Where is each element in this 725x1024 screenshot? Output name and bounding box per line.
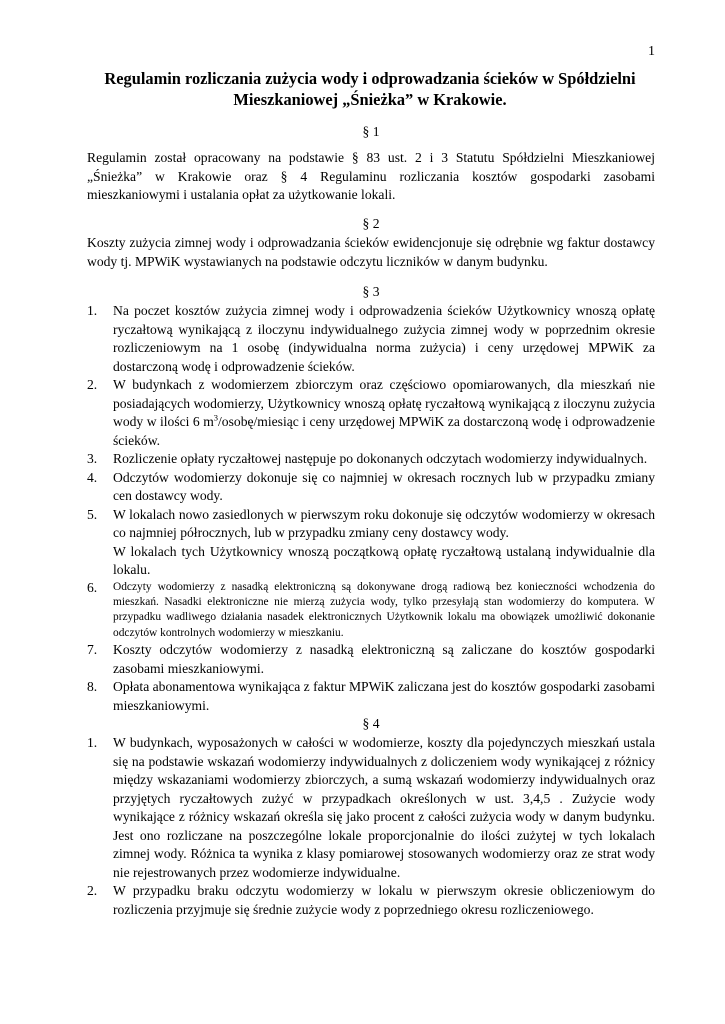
section-3-heading: § 3 (362, 284, 380, 299)
list-item-text: Rozliczenie opłaty ryczałtowej następuje po dokonanych odczytach wodomierzy indywidualnych. (113, 451, 648, 466)
list-item-text: Odczyty wodomierzy z nasadką elektroniczną są dokonywane drogą radiową bez konieczności wchodzenia do mieszkań. Nasadki elektroniczne nie mierzą zużycia wody, tylko przesyłają stan wodomierzy do komputera. W przypadku wadliwego działania nasadek elektronicznych Użytkownik lokalu ma obowiązek umożliwić dokonanie odczytów kontrolnych wodomierzy w mieszkaniu. (113, 580, 655, 639)
list-item-number: 7. (87, 642, 98, 658)
section-4-heading: § 4 (362, 716, 380, 731)
list-item-text: Opłata abonamentowa wynikająca z faktur MPWiK zaliczana jest do kosztów gospodarki zasobami mieszkaniowymi. (113, 679, 655, 713)
list-item-number: 4. (87, 469, 98, 485)
section-2-text: Koszty zużycia zimnej wody i odprowadzania ścieków ewidencjonuje się odrębnie wg faktur dostawcy wody tj. MPWiK wystawianych na podstawie odczytu liczników w danym budynku. (87, 235, 655, 269)
list-item-number: 2. (87, 883, 98, 898)
list-item-number: 1. (87, 735, 98, 750)
list-item-continuation: W lokalach tych Użytkownicy wnoszą początkową opłatę ryczałtową ustalaną indywidualnie dla lokalu. (113, 543, 655, 577)
list-item-text: W budynkach, wyposażonych w całości w wodomierze, koszty dla pojedynczych mieszkań ustala się na podstawie wskazań wodomierzy indywidualnych z doliczeniem wody wynikającej z różnicy między wskazaniami wodomierzy zbiorczych, a sumą wskazań wodomierzy indywidualnych oraz przyjętych ryczałtowych zużyć w przypadkach określonych w ust. 3,4,5 . Zużycie wody wynikające z różnicy wskazań określa się jako procent z całości zużycia wody w danym budynku. Jest ono rozliczane na poszczególne lokale proporcjonalnie do ilości zużytej w tych lokalach zimnej wody. Różnica ta wynika z klasy pomiarowej stosowanych wodomierzy oraz ze strat wody nie rejestrowanych przez wodomierze indywidualne. (113, 735, 655, 880)
list-item-text: W przypadku braku odczytu wodomierzy w lokalu w pierwszym okresie obliczeniowym do rozliczenia przyjmuje się średnie zużycie wody z poprzedniego okresu rozliczeniowego. (113, 883, 655, 917)
list-item-number: 3. (87, 451, 98, 466)
section-3-list (87, 302, 655, 715)
list-item (87, 506, 655, 580)
superscript: 3 (213, 412, 219, 423)
list-item-number: 1. (87, 303, 98, 318)
list-item-text: W budynkach z wodomierzem zbiorczym oraz częściowo opomiarowanych, dla mieszkań nie posiadających wodomierzy, Użytkownicy wnoszą opłatę ryczałtową wynikającą z iloczynu zużycia wody w ilości 6 m (113, 377, 655, 429)
section-4-list (87, 734, 655, 919)
section-2-heading: § 2 (362, 216, 380, 231)
page-number: 1 (648, 44, 655, 59)
list-item-text: Koszty odczytów wodomierzy z nasadką elektroniczną są zaliczane do kosztów gospodarki zasobami mieszkaniowymi. (113, 642, 655, 676)
document-title: Regulamin rozliczania zużycia wody i odprowadzania ścieków w Spółdzielni Mieszkaniowej „Śnieżka” w Krakowie. (104, 69, 636, 109)
list-item-text: Odczytów wodomierzy dokonuje się co najmniej w okresach rocznych lub w przypadku zmiany cen dostawcy wody. (113, 469, 655, 503)
list-item (87, 678, 655, 715)
list-item-text-cont: /osobę/miesiąc i ceny urzędowej MPWiK za dostarczoną wodę i odprowadzenie ścieków. (113, 414, 655, 448)
list-item (87, 580, 655, 642)
list-item (87, 376, 655, 450)
list-item-text: W lokalach nowo zasiedlonych w pierwszym roku dokonuje się odczytów wodomierzy w okresach co najmniej półrocznych, lub w przypadku zmiany ceny dostawcy wody. (113, 506, 655, 540)
list-item-number: 6. (87, 579, 98, 595)
section-1-heading: § 1 (362, 124, 380, 139)
list-item (87, 302, 655, 376)
list-item (87, 882, 655, 919)
list-item (87, 469, 655, 506)
list-item (87, 450, 655, 469)
list-item (87, 734, 655, 882)
list-item (87, 641, 655, 678)
list-item-number: 2. (87, 377, 98, 392)
list-item-number: 8. (87, 679, 98, 695)
list-item-text: Na poczet kosztów zużycia zimnej wody i odprowadzenia ścieków Użytkownicy wnoszą opłatę ryczałtową wynikającą z iloczynu indywidualnego zużycia zimnej wody w poprzednim okresie rozliczeniowym na 1 osobę (indywidualna norma zużycia) i ceny urzędowej MPWiK za dostarczoną wodę i odprowadzenie ścieków. (113, 303, 655, 374)
section-1-text: Regulamin został opracowany na podstawie § 83 ust. 2 i 3 Statutu Spółdzielni Mieszkaniowej „Śnieżka” w Krakowie oraz § 4 Regulaminu rozliczania kosztów gospodarki zasobami mieszkaniowymi i ustalania opłat za użytkowanie lokali. (87, 150, 655, 202)
list-item-number: 5. (87, 506, 98, 522)
